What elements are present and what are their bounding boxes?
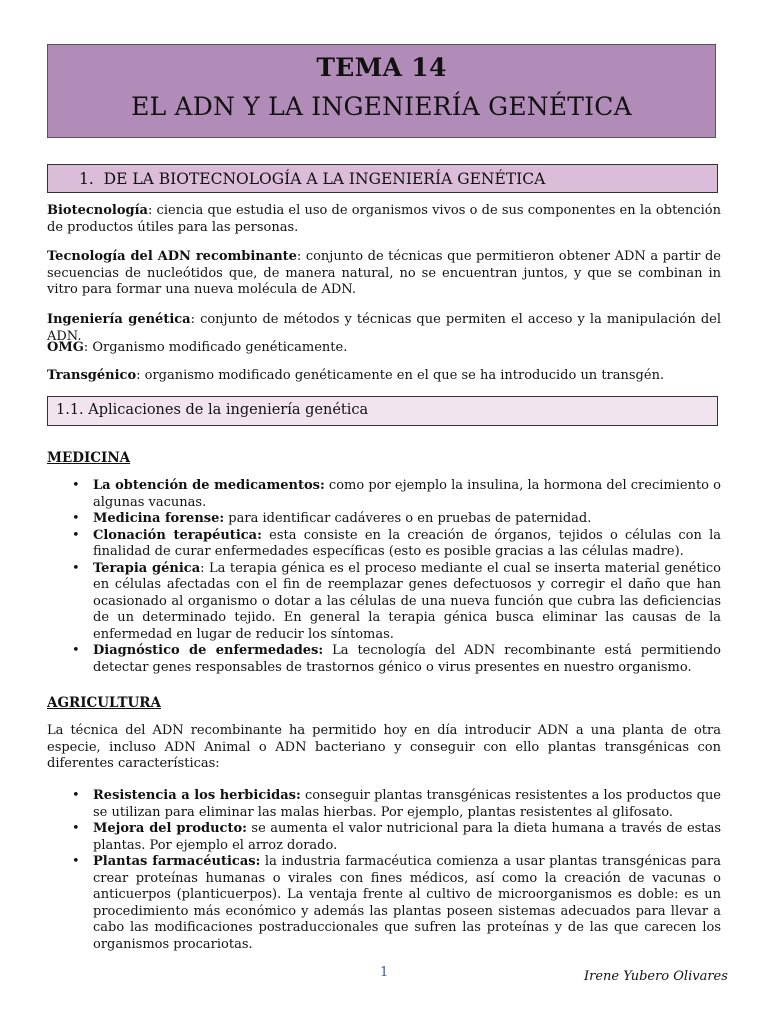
definition-term: Tecnología del ADN recombinante: [47, 249, 297, 264]
list-item: [47, 511, 721, 528]
item-text: la industria farmacéutica comienza a usar plantas transgénicas para crear proteínas humanas o virales con fines médicos, así como la creación de vacunas o anticuerpos (planticuerpos). La ventaja frente al cultivo de microorganismos es doble: es un procedimiento más económico y además las plantas poseen sistemas adecuados para llevar a cabo las modificaciones postraduccionales que sufren las proteínas y de las que carecen los organismos procariotas.: [93, 854, 721, 952]
item-text: : La terapia génica es el proceso mediante el cual se inserta material genético en células afectadas con el fin de reemplazar genes defectuosos y corregir el daño que han ocasionado al organismo o dotar a las células de una nueva función que cubra las deficiencias de un determinado tejido. En general la terapia génica busca eliminar las causas de la enfermedad en lugar de reducir los síntomas.: [93, 560, 721, 642]
bullet-icon: •: [72, 821, 80, 836]
page-title: TEMA 14: [316, 53, 447, 82]
item-term: Plantas farmacéuticas:: [93, 854, 261, 869]
definition-text: : organismo modificado genéticamente en el que se ha introducido un transgén.: [136, 368, 665, 383]
definition-term: OMG: [47, 340, 84, 355]
bullet-icon: •: [72, 527, 80, 543]
section-1-1-heading: 1.1. Aplicaciones de la ingeniería genética: [47, 396, 718, 426]
definition-text: : conjunto de métodos y técnicas que permiten el acceso y la manipulación del ADN.: [47, 312, 721, 344]
definition-term: Transgénico: [47, 368, 137, 383]
item-term: Resistencia a los herbicidas:: [93, 788, 301, 803]
item-text: La tecnología del ADN recombinante está permitiendo detectar genes responsables de trastornos génico o virus presentes en nuestro organismo.: [93, 643, 722, 675]
section-1-number: 1.: [79, 170, 94, 188]
item-text: para identificar cadáveres o en pruebas de paternidad.: [224, 511, 592, 526]
title-box: [47, 44, 716, 138]
bullet-icon: •: [72, 511, 80, 526]
agricultura-intro: La técnica del ADN recombinante ha permitido hoy en día introducir ADN a una planta de otra especie, incluso ADN Animal o ADN bacteriano y conseguir con ello plantas transgénicas con diferentes características:: [47, 723, 721, 771]
item-term: Terapia génica: [93, 560, 201, 576]
item-term: Mejora del producto:: [93, 821, 247, 836]
list-item: [47, 821, 721, 854]
section-1-heading: [47, 164, 718, 193]
definition-biotecnologia: [47, 203, 721, 236]
definition-text: : conjunto de técnicas que permitieron obtener ADN a partir de secuencias de nucleótidos que, de manera natural, no se encuentran juntos, y que se combinan in vitro para formar una nueva molécula de ADN.: [47, 249, 721, 297]
item-term: Diagnóstico de enfermedades:: [93, 643, 324, 658]
item-text: conseguir plantas transgénicas resistentes a los productos que se utilizan para eliminar las malas hierbas. Por ejemplo, plantas resistentes al glifosato.: [93, 788, 722, 820]
list-item: [47, 528, 721, 561]
definition-adn-recombinante: [47, 249, 721, 299]
bullet-icon: •: [72, 478, 80, 493]
definition-term: Ingeniería genética: [47, 312, 191, 327]
definition-text: : ciencia que estudia el uso de organismos vivos o de sus componentes en la obtención de productos útiles para las personas.: [47, 203, 721, 235]
author-name: Irene Yubero Olivares: [584, 969, 728, 984]
item-term: Clonación terapéutica:: [93, 527, 262, 543]
bullet-icon: •: [72, 560, 80, 576]
bullet-icon: •: [72, 854, 80, 869]
item-text: esta consiste en la creación de órganos, tejidos o células con la finalidad de curar enfermedades específicas (esto es posible gracias a las células madre).: [93, 527, 721, 559]
bullet-icon: •: [72, 788, 80, 803]
page-subtitle: EL ADN Y LA INGENIERÍA GENÉTICA: [131, 92, 632, 121]
definition-omg: [47, 340, 721, 357]
item-text: como por ejemplo la insulina, la hormona del crecimiento o algunas vacunas.: [93, 478, 721, 510]
list-item: [47, 478, 721, 511]
list-item: [47, 854, 721, 953]
list-item: [47, 561, 721, 644]
page-number: 1: [380, 965, 389, 980]
section-1-title: DE LA BIOTECNOLOGÍA A LA INGENIERÍA GENÉTICA: [103, 170, 546, 188]
medicina-heading: MEDICINA: [47, 450, 131, 466]
bullet-icon: •: [72, 643, 80, 658]
definition-term: Biotecnología: [47, 203, 148, 218]
medicina-list: [47, 478, 721, 676]
agricultura-heading: AGRICULTURA: [47, 695, 161, 711]
item-text: se aumenta el valor nutricional para la dieta humana a través de estas plantas. Por ejemplo el arroz dorado.: [93, 821, 721, 853]
definition-text: : Organismo modificado genéticamente.: [83, 340, 348, 355]
item-term: La obtención de medicamentos:: [93, 478, 325, 493]
list-item: [47, 788, 721, 821]
item-term: Medicina forense:: [93, 511, 225, 526]
list-item: [47, 643, 721, 676]
definition-transgenico: [47, 368, 721, 385]
agricultura-list: [47, 788, 721, 953]
